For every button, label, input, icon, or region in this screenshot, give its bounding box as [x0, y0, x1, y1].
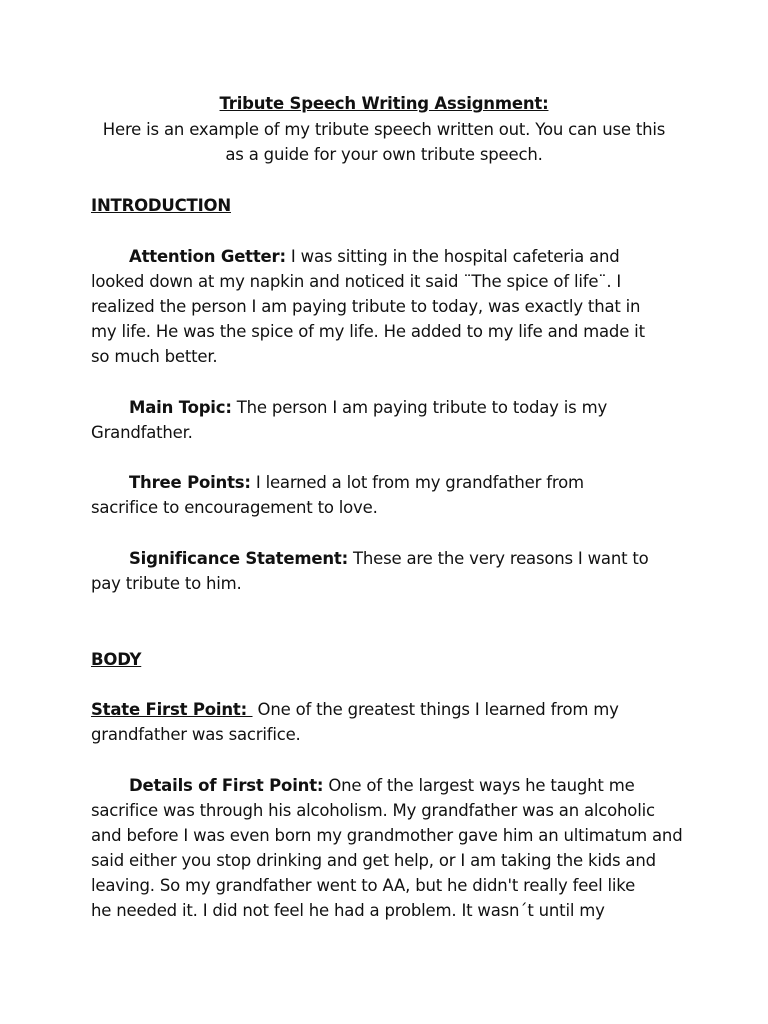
first-point-details-line-4: said either you stop drinking and get help, or I am taking the kids and: [91, 851, 656, 870]
first-point-details-line-5: leaving. So my grandfather went to AA, but he didn't really feel like: [91, 876, 636, 895]
main-topic-line-2: Grandfather.: [91, 423, 193, 442]
first-point-line-2: grandfather was sacrifice.: [91, 725, 301, 744]
attention-getter-line-1: [129, 244, 620, 269]
first-point-text: One of the greatest things I learned from my: [252, 700, 619, 719]
significance-label: Significance Statement:: [129, 549, 348, 568]
document-title: Tribute Speech Writing Assignment:: [219, 94, 549, 113]
main-topic-text: The person I am paying tribute to today is my: [231, 398, 608, 417]
first-point-label: State First Point:: [91, 700, 253, 719]
significance-line-2: pay tribute to him.: [91, 574, 242, 593]
main-topic-line-1: [129, 395, 607, 420]
first-point-details-line-2: sacrifice was through his alcoholism. My grandfather was an alcoholic: [91, 801, 655, 820]
intro-text-line-2: as a guide for your own tribute speech.: [225, 145, 543, 164]
introduction-heading: INTRODUCTION: [91, 196, 231, 215]
significance-line-1: [129, 546, 649, 571]
first-point-line-1: [91, 697, 619, 722]
first-point-details-line-1: [129, 773, 635, 798]
first-point-details-text: One of the largest ways he taught me: [323, 776, 635, 795]
main-topic-label: Main Topic:: [129, 398, 232, 417]
body-heading: BODY: [91, 650, 142, 669]
intro-text-line-1: Here is an example of my tribute speech written out. You can use this: [102, 120, 666, 139]
three-points-line-1: [129, 470, 584, 495]
attention-getter-text: I was sitting in the hospital cafeteria and: [285, 247, 620, 266]
attention-getter-line-2: looked down at my napkin and noticed it said ¨The spice of life¨. I: [91, 272, 622, 291]
first-point-details-line-3: and before I was even born my grandmother gave him an ultimatum and: [91, 826, 683, 845]
attention-getter-line-5: so much better.: [91, 347, 218, 366]
attention-getter-line-4: my life. He was the spice of my life. He added to my life and made it: [91, 322, 645, 341]
first-point-details-line-6: he needed it. I did not feel he had a problem. It wasn´t until my: [91, 901, 605, 920]
attention-getter-label: Attention Getter:: [129, 247, 286, 266]
three-points-text: I learned a lot from my grandfather from: [250, 473, 584, 492]
attention-getter-line-3: realized the person I am paying tribute to today, was exactly that in: [91, 297, 641, 316]
first-point-details-label: Details of First Point:: [129, 776, 324, 795]
three-points-line-2: sacrifice to encouragement to love.: [91, 498, 378, 517]
significance-text: These are the very reasons I want to: [347, 549, 649, 568]
three-points-label: Three Points:: [129, 473, 251, 492]
